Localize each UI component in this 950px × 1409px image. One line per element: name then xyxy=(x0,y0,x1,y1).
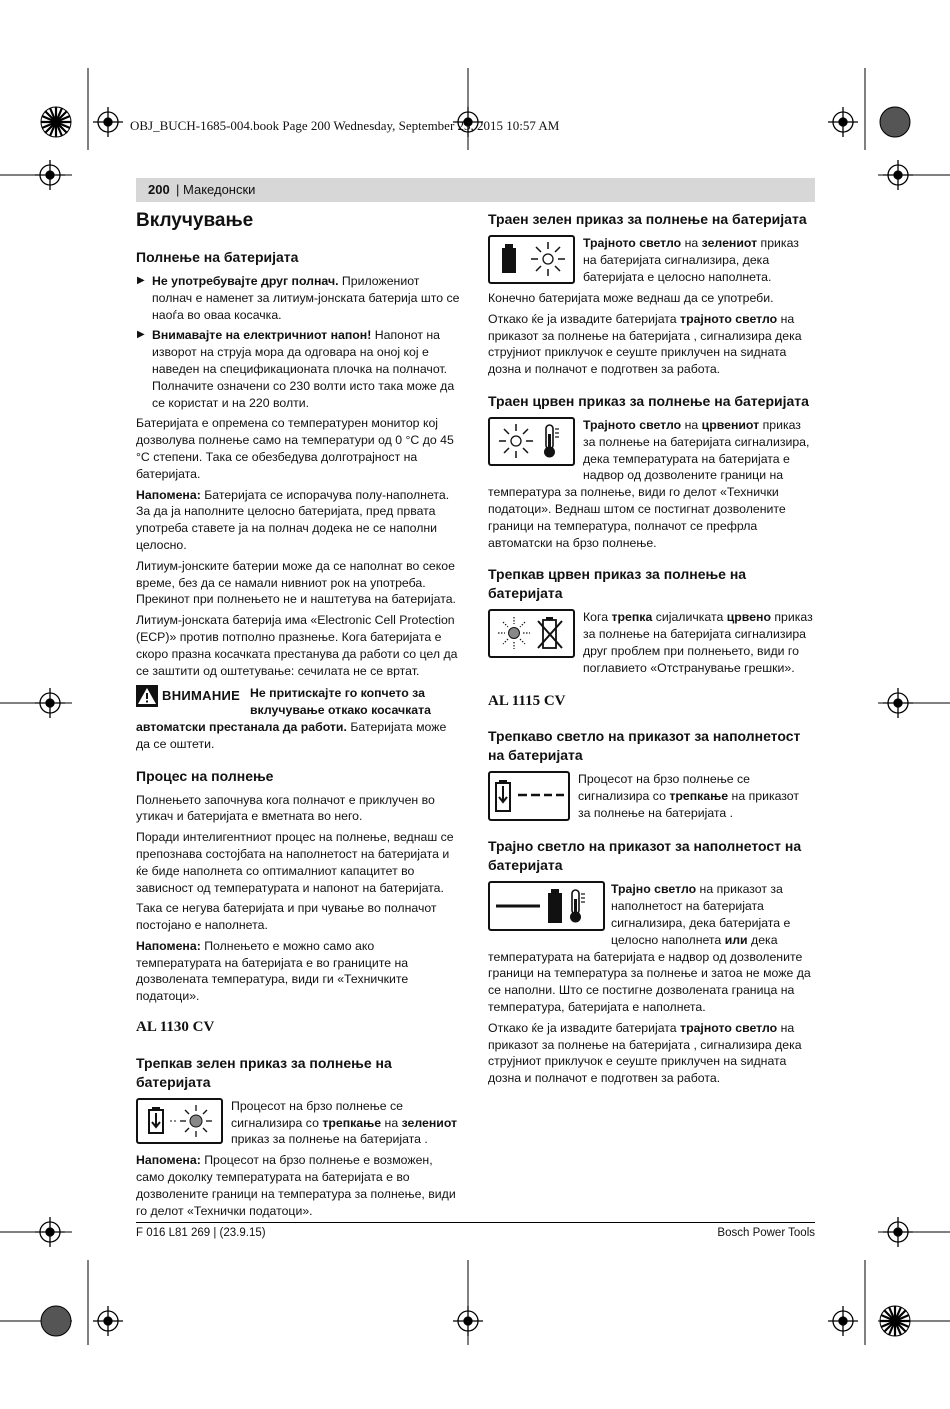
indicator-bold: трепка xyxy=(611,610,653,625)
indicator-box xyxy=(488,881,605,931)
note-label: Напомена: xyxy=(136,938,201,953)
paragraph: Литиум-јонската батерија има «Electronic Cell Protection (ECP)» против потполно празнење. Кога батеријата е скоро празна косачката престанува да работи со цел да се заштити од оштетување: сечилата не се вртат. xyxy=(136,613,458,678)
left-column xyxy=(136,210,462,1223)
indicator-bold: црвениот xyxy=(701,417,760,432)
warning-block xyxy=(136,685,462,752)
indicator-text: сијаличката xyxy=(652,610,727,625)
indicator-row xyxy=(136,1098,462,1148)
heading-blinking-red: Трепкав црвен приказ за полнење на батеријата xyxy=(488,566,747,602)
lamp-thermometer-icon xyxy=(490,419,573,464)
indicator-text: приказ за полнење на батеријата . xyxy=(231,1132,428,1147)
warning-text: Батеријата може да се оштети. xyxy=(136,719,447,751)
note-paragraph xyxy=(136,938,462,1005)
paragraph xyxy=(488,311,814,378)
warning-badge xyxy=(136,685,244,707)
indicator-text: приказ за полнење на батеријата сигнализира друг проблем при полнењето, види го поглавието «Отстранување грешки». xyxy=(583,610,813,675)
model-heading: AL 1130 CV xyxy=(136,1019,215,1036)
indicator-text: на xyxy=(681,417,702,432)
bullet-bold: Не употребувајте друг полнач. xyxy=(152,274,339,288)
indicator-row xyxy=(488,881,814,1015)
paragraph-text: Откако ќе ја извадите батеријата xyxy=(488,311,681,326)
paragraph: Полнењето започнува кога полначот е приклучен во утикач и батеријата е вметната во него. xyxy=(136,792,435,824)
triangle-bullet-icon: ▶ xyxy=(137,329,145,341)
indicator-text: Процесот на брзо полнење се сигнализира со xyxy=(578,772,750,804)
indicator-bold: црвено xyxy=(726,610,771,625)
paragraph-text: Откако ќе ја извадите батеријата xyxy=(488,1020,681,1035)
heading-blinking-green: Трепкав зелен приказ за полнење на батеријата xyxy=(136,1054,392,1090)
blinking-lamp-no-battery-icon xyxy=(490,611,573,656)
section-language: | Македонски xyxy=(176,182,256,197)
note-text: Полнењето е можно само ако температурата на батеријата е во границите на дозволената температура, види ги «Техничките податоци». xyxy=(136,938,409,1004)
warning-triangle-icon xyxy=(136,685,158,707)
right-column xyxy=(488,210,814,1091)
footer-brand: Bosch Power Tools xyxy=(717,1227,815,1239)
language-label: Македонски xyxy=(183,182,256,197)
indicator-bold: Трајното светло xyxy=(583,236,682,250)
note-text: Батеријата се испорачува полу-наполнета. За да ја наполните целосно батеријата, пред првата употреба ставете ја на полнач додека не се наполни целосно. xyxy=(136,487,450,552)
triangle-bullet-icon: ▶ xyxy=(137,275,145,286)
note-paragraph xyxy=(136,487,462,554)
indicator-box xyxy=(488,235,575,284)
indicator-box xyxy=(488,609,575,658)
heading-steady-green: Траен зелен приказ за полнење на батеријата xyxy=(488,211,807,227)
note-paragraph xyxy=(136,1152,462,1219)
indicator-text: дека температурата на батеријата е надвор од дозволените граници на температура за полнење и затоа не може да се наполни. Што се постигне дозволената граница на температура, батеријата е наполнета. xyxy=(488,932,811,1014)
book-info-line: OBJ_BUCH-1685-004.book Page 200 Wednesday, September 23, 2015 10:57 AM xyxy=(130,118,560,133)
indicator-bold: или xyxy=(724,932,748,947)
footer-rule xyxy=(136,1222,815,1223)
page-number: 200 xyxy=(148,182,170,197)
page-header-bar xyxy=(136,178,815,202)
section-title: Вклучување xyxy=(136,210,254,231)
paragraph-text: на приказот за полнење на батеријата , сигнализира дека струјниот приклучок е сеуште приклучен на ѕидната дозна и полначот е подготвен за работа. xyxy=(488,311,802,377)
indicator-box xyxy=(136,1098,223,1144)
paragraph-bold: трајното светло xyxy=(680,1020,778,1035)
bullet-text: Приложениот полнач е наменет за литиум-јонската батерија што се наоѓа во оваа косачка. xyxy=(152,274,460,322)
paragraph xyxy=(488,1020,814,1087)
indicator-text: на приказот за наполнетост на батеријата сигнализира, дека батеријата е целосно наполнета xyxy=(611,882,791,947)
model-heading: AL 1115 CV xyxy=(488,692,566,709)
indicator-text: на xyxy=(381,1115,402,1130)
bullet-item xyxy=(136,273,462,323)
heading-blinking-charge-level: Трепкаво светло на приказот за наполнетост на батеријата xyxy=(488,728,801,764)
heading-steady-charge-level: Трајно светло на приказот за наполнетост на батеријата xyxy=(488,838,802,874)
footer-doc-number: F 016 L81 269 | (23.9.15) xyxy=(136,1227,266,1239)
heading-charging-process: Процес на полнење xyxy=(136,767,274,784)
indicator-row xyxy=(488,417,814,551)
paragraph-text: на приказот за полнење на батеријата , сигнализира дека струјниот приклучок е сеуште приклучен на ѕидната дозна и полначот е подготвен за работа. xyxy=(488,1020,802,1086)
indicator-box xyxy=(488,417,575,466)
note-label: Напомена: xyxy=(136,1153,201,1168)
indicator-bold: трепкање xyxy=(322,1115,382,1130)
heading-charging-battery: Полнење на батеријата xyxy=(136,249,299,265)
indicator-text: на приказот за полнење на батеријата . xyxy=(578,789,799,820)
indicator-bold: зелениот xyxy=(701,236,758,250)
warning-label: ВНИМАНИЕ xyxy=(162,688,241,704)
warning-bold: Не притискајте го копчето за вклучување откако косачката автоматски престанала да работи. xyxy=(136,686,431,734)
paragraph: Конечно батеријата може веднаш да се употреби. xyxy=(488,291,774,305)
paragraph: Поради интелигентниот процес на полнење, веднаш се препознава состојбата на наполнетост на батеријата и ќе биде наполнета со оптималниот капацитет во зависност од температурата и напонот на батеријата. xyxy=(136,830,454,895)
indicator-row xyxy=(488,771,814,823)
indicator-text: Кога xyxy=(583,610,612,625)
battery-lamp-icon xyxy=(490,237,573,282)
indicator-row xyxy=(488,235,814,286)
paragraph: Батеријата е опремена со температурен монитор кој дозволува полнење само на температури од 0 °C до 45 °C степени. Така се обезбедува долготрајност на батеријата. xyxy=(136,416,454,481)
paragraph: Така се негува батеријата и при чување во полначот постојано е наполнета. xyxy=(136,901,437,933)
indicator-bold: Трајно светло xyxy=(611,882,697,897)
indicator-text: на xyxy=(681,236,702,250)
battery-blinking-lamp-icon xyxy=(138,1100,221,1142)
indicator-bold: Трајното светло xyxy=(583,417,682,432)
paragraph: Литиум-јонските батерии може да се наполнат во секое време, без да се намали нивниот рок на употреба. Прекинот при полнењето не и наштетува на батеријата. xyxy=(136,558,456,607)
bullet-item xyxy=(136,327,462,411)
bullet-bold: Внимавајте на електричниот напон! xyxy=(152,328,372,343)
indicator-bold: трепкање xyxy=(669,789,729,804)
note-text: Процесот на брзо полнење е возможен, само доколку температурата на батеријата е во дозволените граници на температура за полнење, види го делот «Технички податоци». xyxy=(136,1153,456,1218)
level-battery-thermometer-icon xyxy=(490,883,603,929)
indicator-text: приказ на батеријата сигнализира, дека батеријата е целосно наполнета. xyxy=(583,236,799,284)
indicator-box xyxy=(488,771,570,821)
paragraph-bold: трајното светло xyxy=(680,311,778,326)
heading-steady-red: Траен црвен приказ за полнење на батеријата xyxy=(488,392,809,409)
bullet-text: Напонот на изворот на струја мора да одговара на оној кој е наведен на спецификационата плочка на полначот. Полначите означени со 230 волти исто така може да се користат и на 220 волти. xyxy=(152,328,455,410)
indicator-text: приказ за полнење на батеријата сигнализира, дека температурата на батеријата е надвор од дозволените граници на температура за полнење, види го делот «Технички податоци». Веднаш штом се постигнат дозволените граници на температура, полначот се префрла автоматски на брзо полнење. xyxy=(488,417,810,550)
note-label: Напомена: xyxy=(136,487,201,502)
indicator-bold: зелениот xyxy=(401,1115,458,1130)
battery-dashed-level-icon xyxy=(490,773,568,819)
indicator-row xyxy=(488,609,814,676)
indicator-text: Процесот на брзо полнење се сигнализира со xyxy=(231,1098,403,1130)
